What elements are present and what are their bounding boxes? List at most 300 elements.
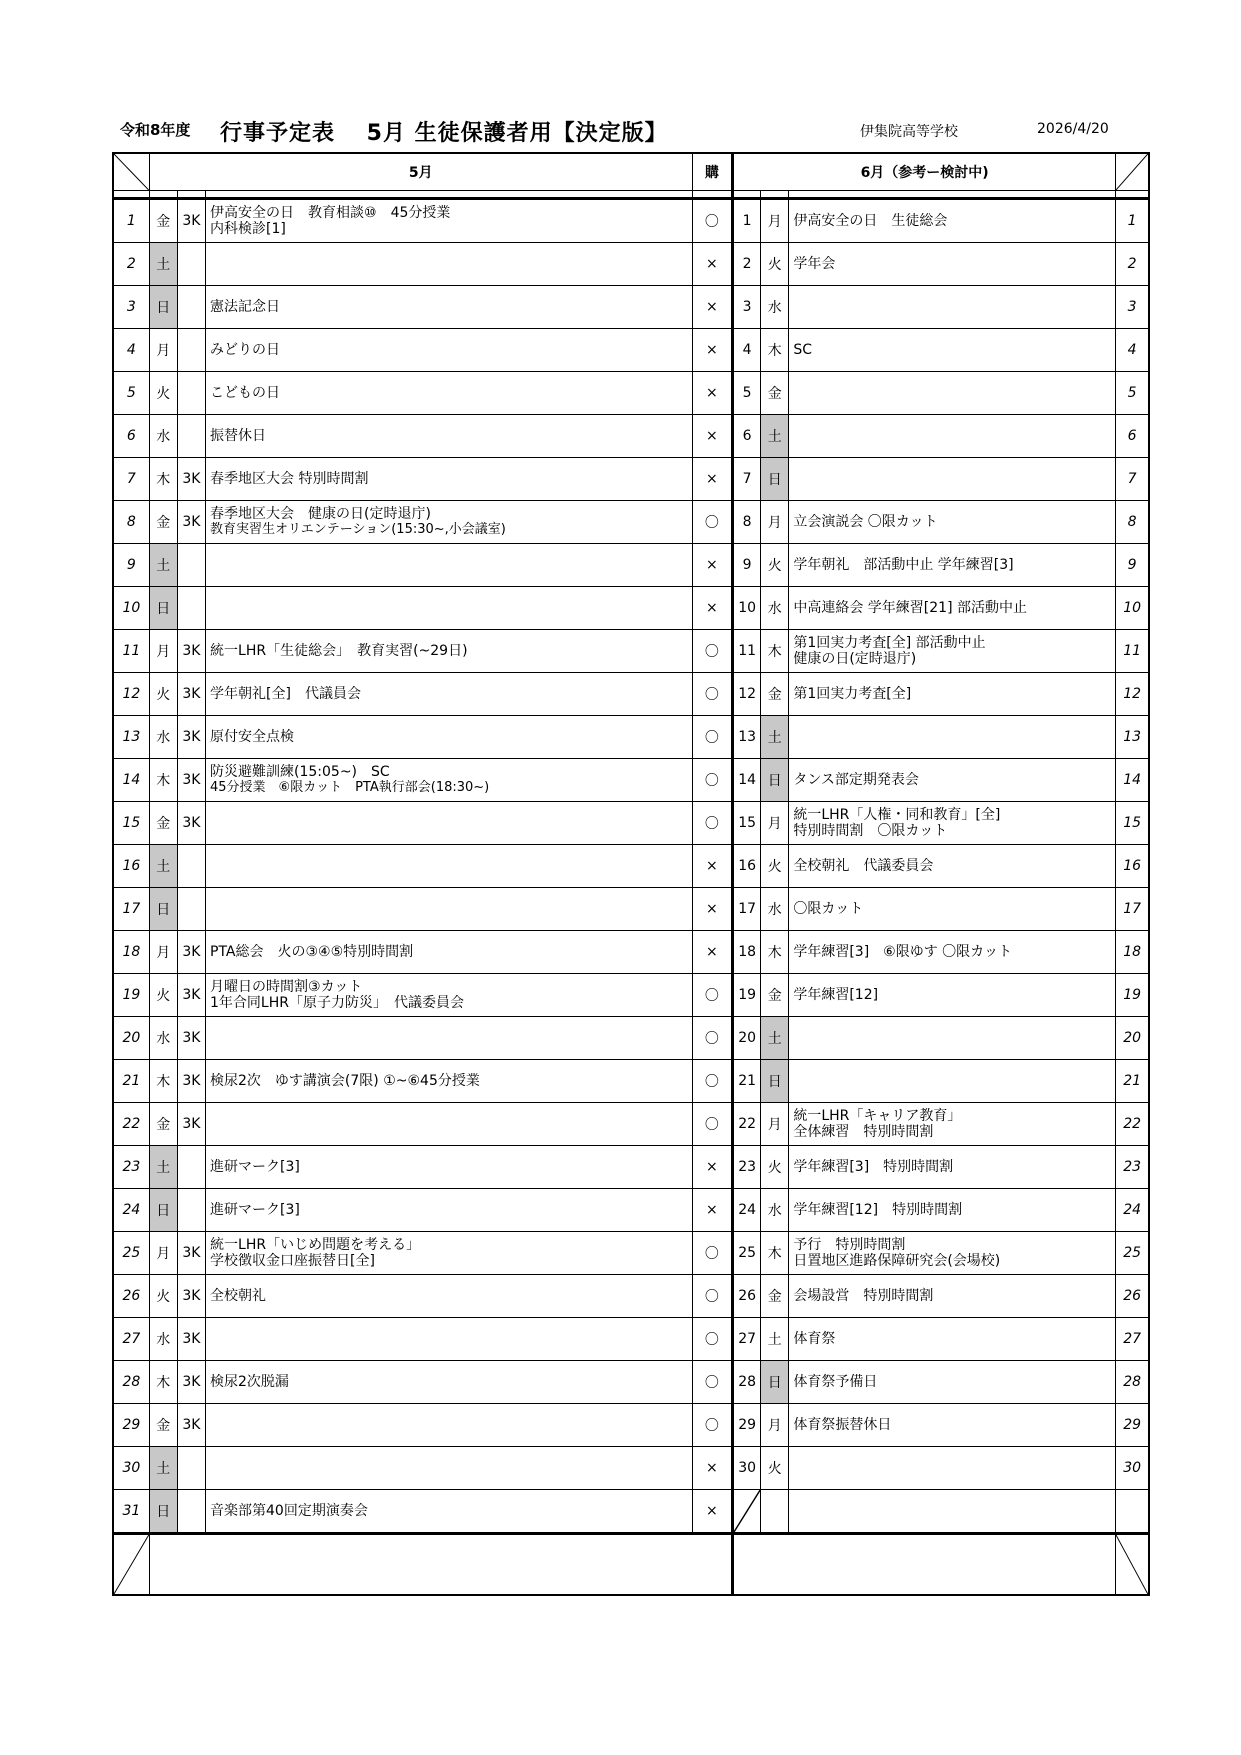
- june-weekday: 水: [761, 888, 789, 931]
- may-events: [206, 759, 693, 802]
- may-3k: [177, 1447, 205, 1490]
- table-row: [113, 199, 1149, 243]
- june-date-right: 6: [1116, 415, 1149, 458]
- table-row: [113, 243, 1149, 286]
- may-date: 27: [113, 1318, 149, 1361]
- event-line: 健康の日(定時退庁): [793, 651, 917, 667]
- may-events: [206, 1447, 693, 1490]
- may-weekday: 金: [149, 1103, 177, 1146]
- may-3k: 3K: [177, 974, 205, 1017]
- purchase-mark: ×: [692, 329, 732, 372]
- event-line: 検尿2次 ゆす講演会(7限) ①~⑥45分授業: [210, 1073, 480, 1089]
- june-events: [789, 1361, 1116, 1404]
- june-weekday: 木: [761, 630, 789, 673]
- may-date: 21: [113, 1060, 149, 1103]
- june-events: [789, 415, 1116, 458]
- purchase-mark: 〇: [692, 974, 732, 1017]
- june-events: [789, 329, 1116, 372]
- purchase-mark: ×: [692, 544, 732, 587]
- june-date: 12: [733, 673, 761, 716]
- may-events: [206, 1404, 693, 1447]
- may-date: 2: [113, 243, 149, 286]
- may-date: 14: [113, 759, 149, 802]
- may-date: 23: [113, 1146, 149, 1189]
- june-weekday: 火: [761, 845, 789, 888]
- june-events: [789, 243, 1116, 286]
- purchase-mark: ×: [692, 587, 732, 630]
- may-3k: 3K: [177, 630, 205, 673]
- may-date: 26: [113, 1275, 149, 1318]
- june-events: [789, 1103, 1116, 1146]
- event-line: SC: [793, 342, 813, 358]
- june-date-right: 18: [1116, 931, 1149, 974]
- may-date: 4: [113, 329, 149, 372]
- june-date: 7: [733, 458, 761, 501]
- event-line: 防災避難訓練(15:05~) SC: [210, 764, 390, 780]
- may-weekday: 日: [149, 1490, 177, 1534]
- june-date-right: 21: [1116, 1060, 1149, 1103]
- june-weekday: 日: [761, 759, 789, 802]
- event-line: 〇限カット: [793, 901, 864, 917]
- may-weekday: 木: [149, 1361, 177, 1404]
- purchase-mark: ×: [692, 845, 732, 888]
- june-weekday-empty: [761, 1490, 789, 1534]
- event-line: 特別時間割 〇限カット: [793, 823, 948, 839]
- june-events-empty: [789, 1490, 1116, 1534]
- june-weekday: 木: [761, 1232, 789, 1275]
- corner-diagonal-right: [1116, 153, 1149, 191]
- june-date: 8: [733, 501, 761, 544]
- event-line: 体育祭振替休日: [793, 1417, 892, 1433]
- june-weekday: 土: [761, 415, 789, 458]
- may-weekday: 金: [149, 1404, 177, 1447]
- event-line: 憲法記念日: [210, 299, 281, 315]
- event-line: 統一LHR「生徒総会」 教育実習(~29日): [210, 643, 468, 659]
- june-date: 25: [733, 1232, 761, 1275]
- may-weekday: 金: [149, 802, 177, 845]
- june-weekday: 月: [761, 199, 789, 243]
- june-date: 26: [733, 1275, 761, 1318]
- may-3k: 3K: [177, 1361, 205, 1404]
- purchase-mark: 〇: [692, 501, 732, 544]
- may-date: 12: [113, 673, 149, 716]
- june-date: 14: [733, 759, 761, 802]
- june-events: [789, 759, 1116, 802]
- may-3k: [177, 329, 205, 372]
- may-weekday: 火: [149, 372, 177, 415]
- may-3k: 3K: [177, 1017, 205, 1060]
- may-weekday: 土: [149, 544, 177, 587]
- may-events: [206, 888, 693, 931]
- may-date: 28: [113, 1361, 149, 1404]
- may-date: 30: [113, 1447, 149, 1490]
- table-row: [113, 587, 1149, 630]
- footer-diagonal-right: [1116, 1534, 1149, 1596]
- june-weekday: 土: [761, 1017, 789, 1060]
- may-3k: 3K: [177, 716, 205, 759]
- june-weekday: 日: [761, 1060, 789, 1103]
- june-date-right: 4: [1116, 329, 1149, 372]
- event-line: 体育祭予備日: [793, 1374, 878, 1390]
- june-date: 9: [733, 544, 761, 587]
- footer-notes-june: [733, 1534, 1116, 1596]
- may-date: 10: [113, 587, 149, 630]
- june-date-right: 8: [1116, 501, 1149, 544]
- may-3k: [177, 1189, 205, 1232]
- purchase-mark: 〇: [692, 630, 732, 673]
- june-events: [789, 1060, 1116, 1103]
- may-events: [206, 630, 693, 673]
- may-3k: [177, 372, 205, 415]
- may-date: 19: [113, 974, 149, 1017]
- june-date: 1: [733, 199, 761, 243]
- may-3k: 3K: [177, 802, 205, 845]
- table-row: [113, 1146, 1149, 1189]
- june-events: [789, 199, 1116, 243]
- event-line: 全校朝礼: [210, 1288, 267, 1304]
- may-date: 31: [113, 1490, 149, 1534]
- may-3k: [177, 1146, 205, 1189]
- table-row: [113, 716, 1149, 759]
- may-date: 6: [113, 415, 149, 458]
- may-date: 29: [113, 1404, 149, 1447]
- june-date-right: 20: [1116, 1017, 1149, 1060]
- may-weekday: 木: [149, 1060, 177, 1103]
- may-weekday: 火: [149, 1275, 177, 1318]
- footer-row: [113, 1534, 1149, 1596]
- purchase-mark: 〇: [692, 1318, 732, 1361]
- june-weekday: 水: [761, 1189, 789, 1232]
- table-row: [113, 1060, 1149, 1103]
- june-date: 4: [733, 329, 761, 372]
- may-events: [206, 802, 693, 845]
- table-row: [113, 458, 1149, 501]
- may-events: [206, 286, 693, 329]
- june-date: 10: [733, 587, 761, 630]
- event-line: 学校徴収金口座振替日[全]: [210, 1253, 375, 1269]
- may-date: 17: [113, 888, 149, 931]
- may-3k: 3K: [177, 759, 205, 802]
- empty-day-diagonal: [733, 1490, 761, 1534]
- may-events: [206, 1232, 693, 1275]
- schedule-table: [112, 152, 1150, 1596]
- june-date: 23: [733, 1146, 761, 1189]
- june-events: [789, 888, 1116, 931]
- may-events: [206, 1017, 693, 1060]
- may-date: 15: [113, 802, 149, 845]
- may-weekday: 土: [149, 243, 177, 286]
- june-date-right: 3: [1116, 286, 1149, 329]
- purchase-mark: ×: [692, 1189, 732, 1232]
- event-line: 原付安全点検: [210, 729, 295, 745]
- may-weekday: 水: [149, 1318, 177, 1361]
- event-line: 全体練習 特別時間割: [793, 1124, 934, 1140]
- footer-notes-may: [149, 1534, 732, 1596]
- june-date: 15: [733, 802, 761, 845]
- may-3k: [177, 544, 205, 587]
- june-date-right: 27: [1116, 1318, 1149, 1361]
- may-events: [206, 458, 693, 501]
- may-events: [206, 1060, 693, 1103]
- june-events: [789, 544, 1116, 587]
- may-events: [206, 243, 693, 286]
- table-row: [113, 1189, 1149, 1232]
- june-date-right: 12: [1116, 673, 1149, 716]
- june-date: 19: [733, 974, 761, 1017]
- event-line: 第1回実力考査[全] 部活動中止: [793, 635, 986, 651]
- event-line: 学年練習[3] 特別時間割: [793, 1159, 954, 1175]
- event-line: 統一LHR「人権・同和教育」[全]: [793, 807, 1001, 823]
- june-date-right: 7: [1116, 458, 1149, 501]
- may-events: [206, 329, 693, 372]
- event-line: 学年練習[3] ⑥限ゆす 〇限カット: [793, 944, 1013, 960]
- may-3k: 3K: [177, 931, 205, 974]
- june-date-right: 19: [1116, 974, 1149, 1017]
- june-heading: 6月（参考ー検討中): [733, 153, 1116, 191]
- event-line: 45分授業 ⑥限カット PTA執行部会(18:30~): [210, 780, 490, 795]
- june-events: [789, 1447, 1116, 1490]
- may-heading: 5月: [149, 153, 692, 191]
- purchase-mark: ×: [692, 1447, 732, 1490]
- event-line: タンス部定期発表会: [793, 772, 919, 788]
- event-line: 中高連絡会 学年練習[21] 部活動中止: [793, 600, 1027, 616]
- may-date: 5: [113, 372, 149, 415]
- purchase-mark: 〇: [692, 716, 732, 759]
- event-line: 学年朝礼[全] 代議員会: [210, 686, 361, 702]
- june-date: 17: [733, 888, 761, 931]
- june-events: [789, 716, 1116, 759]
- event-line: 月曜日の時間割③カット: [210, 979, 363, 995]
- purchase-mark: ×: [692, 415, 732, 458]
- june-weekday: 火: [761, 1146, 789, 1189]
- june-events: [789, 931, 1116, 974]
- event-line: 学年朝礼 部活動中止 学年練習[3]: [793, 557, 1014, 573]
- table-row: [113, 802, 1149, 845]
- purchase-mark: 〇: [692, 1017, 732, 1060]
- may-weekday: 月: [149, 931, 177, 974]
- purchase-mark: 〇: [692, 1361, 732, 1404]
- corner-diagonal-left: [113, 153, 149, 191]
- event-line: 春季地区大会 健康の日(定時退庁): [210, 506, 431, 522]
- june-date: 22: [733, 1103, 761, 1146]
- event-line: 進研マーク[3]: [210, 1202, 300, 1218]
- purchase-mark: ×: [692, 1146, 732, 1189]
- issue-date: 2026/4/20: [1037, 121, 1109, 137]
- may-date: 13: [113, 716, 149, 759]
- may-weekday: 土: [149, 845, 177, 888]
- june-date-right: 24: [1116, 1189, 1149, 1232]
- purchase-mark: 〇: [692, 1060, 732, 1103]
- may-3k: 3K: [177, 199, 205, 243]
- june-events: [789, 1318, 1116, 1361]
- may-events: [206, 716, 693, 759]
- table-row: [113, 974, 1149, 1017]
- may-events: [206, 372, 693, 415]
- may-events: [206, 1361, 693, 1404]
- june-weekday: 金: [761, 1275, 789, 1318]
- may-weekday: 月: [149, 329, 177, 372]
- may-date: 1: [113, 199, 149, 243]
- event-line: 学年練習[12]: [793, 987, 879, 1003]
- purchase-mark: 〇: [692, 673, 732, 716]
- event-line: 体育祭: [793, 1331, 836, 1347]
- table-row: [113, 1404, 1149, 1447]
- table-row: [113, 1361, 1149, 1404]
- event-line: こどもの日: [210, 385, 281, 401]
- event-line: 統一LHR「キャリア教育」: [793, 1108, 962, 1124]
- may-weekday: 日: [149, 888, 177, 931]
- purchase-mark: ×: [692, 243, 732, 286]
- may-3k: 3K: [177, 1232, 205, 1275]
- may-weekday: 土: [149, 1447, 177, 1490]
- june-date-right: 26: [1116, 1275, 1149, 1318]
- may-weekday: 金: [149, 501, 177, 544]
- event-line: 全校朝礼 代議委員会: [793, 858, 934, 874]
- table-row: [113, 372, 1149, 415]
- june-date: 11: [733, 630, 761, 673]
- event-line: 日置地区進路保障研究会(会場校): [793, 1253, 1001, 1269]
- june-date-right: 22: [1116, 1103, 1149, 1146]
- event-line: 学年練習[12] 特別時間割: [793, 1202, 963, 1218]
- may-events: [206, 673, 693, 716]
- table-row: [113, 630, 1149, 673]
- june-date-right: 28: [1116, 1361, 1149, 1404]
- june-events: [789, 974, 1116, 1017]
- school-name: 伊集院高等学校: [860, 124, 958, 140]
- event-line: 第1回実力考査[全]: [793, 686, 912, 702]
- may-3k: 3K: [177, 1318, 205, 1361]
- june-events: [789, 1275, 1116, 1318]
- may-weekday: 日: [149, 286, 177, 329]
- june-events: [789, 1189, 1116, 1232]
- may-events: [206, 199, 693, 243]
- june-date: 5: [733, 372, 761, 415]
- may-3k: 3K: [177, 1404, 205, 1447]
- may-date: 9: [113, 544, 149, 587]
- june-date-right: 1: [1116, 199, 1149, 243]
- june-events: [789, 372, 1116, 415]
- june-date-right-empty: [1116, 1490, 1149, 1534]
- may-weekday: 土: [149, 1146, 177, 1189]
- june-weekday: 火: [761, 1447, 789, 1490]
- purchase-mark: 〇: [692, 1275, 732, 1318]
- may-date: 18: [113, 931, 149, 974]
- may-events: [206, 587, 693, 630]
- june-weekday: 土: [761, 1318, 789, 1361]
- june-date-right: 15: [1116, 802, 1149, 845]
- june-date: 29: [733, 1404, 761, 1447]
- event-line: 伊高安全の日 教育相談⑩ 45分授業: [210, 205, 451, 221]
- event-line: 統一LHR「いじめ問題を考える」: [210, 1237, 421, 1253]
- june-date-right: 30: [1116, 1447, 1149, 1490]
- event-line: 教育実習生オリエンテーション(15:30~,小会議室): [210, 522, 506, 537]
- event-line: 立会演説会 〇限カット: [793, 514, 938, 530]
- june-events: [789, 802, 1116, 845]
- may-3k: 3K: [177, 1275, 205, 1318]
- page-title: 行事予定表 5月 生徒保護者用【決定版】: [220, 121, 668, 146]
- table-row: [113, 931, 1149, 974]
- may-3k: [177, 845, 205, 888]
- may-events: [206, 1318, 693, 1361]
- may-events: [206, 845, 693, 888]
- may-date: 16: [113, 845, 149, 888]
- fiscal-year-label: 令和8年度: [120, 121, 191, 139]
- june-events: [789, 458, 1116, 501]
- event-line: 進研マーク[3]: [210, 1159, 300, 1175]
- june-weekday: 水: [761, 587, 789, 630]
- may-weekday: 金: [149, 199, 177, 243]
- table-row: [113, 1275, 1149, 1318]
- may-weekday: 木: [149, 759, 177, 802]
- may-3k: [177, 415, 205, 458]
- event-line: 予行 特別時間割: [793, 1237, 906, 1253]
- table-header-row: [113, 153, 1149, 191]
- event-line: 振替休日: [210, 428, 267, 444]
- purchase-mark: ×: [692, 372, 732, 415]
- purchase-heading: 購: [692, 153, 732, 191]
- may-date: 25: [113, 1232, 149, 1275]
- table-row: [113, 1447, 1149, 1490]
- june-weekday: 火: [761, 544, 789, 587]
- purchase-mark: 〇: [692, 199, 732, 243]
- june-date: 27: [733, 1318, 761, 1361]
- may-date: 22: [113, 1103, 149, 1146]
- purchase-mark: ×: [692, 458, 732, 501]
- june-date-right: 25: [1116, 1232, 1149, 1275]
- june-weekday: 木: [761, 329, 789, 372]
- table-row: [113, 1232, 1149, 1275]
- may-weekday: 水: [149, 716, 177, 759]
- may-date: 24: [113, 1189, 149, 1232]
- may-events: [206, 544, 693, 587]
- june-events: [789, 286, 1116, 329]
- may-events: [206, 1275, 693, 1318]
- event-line: 会場設営 特別時間割: [793, 1288, 934, 1304]
- may-date: 8: [113, 501, 149, 544]
- table-row: [113, 759, 1149, 802]
- table-row: [113, 673, 1149, 716]
- june-date-right: 23: [1116, 1146, 1149, 1189]
- june-date: 13: [733, 716, 761, 759]
- june-date-right: 2: [1116, 243, 1149, 286]
- table-row: [113, 845, 1149, 888]
- purchase-mark: ×: [692, 286, 732, 329]
- may-events: [206, 501, 693, 544]
- purchase-mark: 〇: [692, 1404, 732, 1447]
- table-row: [113, 1318, 1149, 1361]
- june-date-right: 17: [1116, 888, 1149, 931]
- purchase-mark: 〇: [692, 759, 732, 802]
- june-date-right: 9: [1116, 544, 1149, 587]
- june-events: [789, 587, 1116, 630]
- june-date: 18: [733, 931, 761, 974]
- may-3k: 3K: [177, 458, 205, 501]
- june-weekday: 月: [761, 802, 789, 845]
- purchase-mark: 〇: [692, 802, 732, 845]
- table-row: [113, 415, 1149, 458]
- may-3k: [177, 286, 205, 329]
- june-weekday: 火: [761, 243, 789, 286]
- june-weekday: 月: [761, 501, 789, 544]
- event-line: みどりの日: [210, 342, 281, 358]
- june-date: 24: [733, 1189, 761, 1232]
- june-weekday: 金: [761, 974, 789, 1017]
- june-date-right: 29: [1116, 1404, 1149, 1447]
- event-line: 春季地区大会 特別時間割: [210, 471, 369, 487]
- may-3k: [177, 587, 205, 630]
- june-date-right: 13: [1116, 716, 1149, 759]
- june-weekday: 月: [761, 1404, 789, 1447]
